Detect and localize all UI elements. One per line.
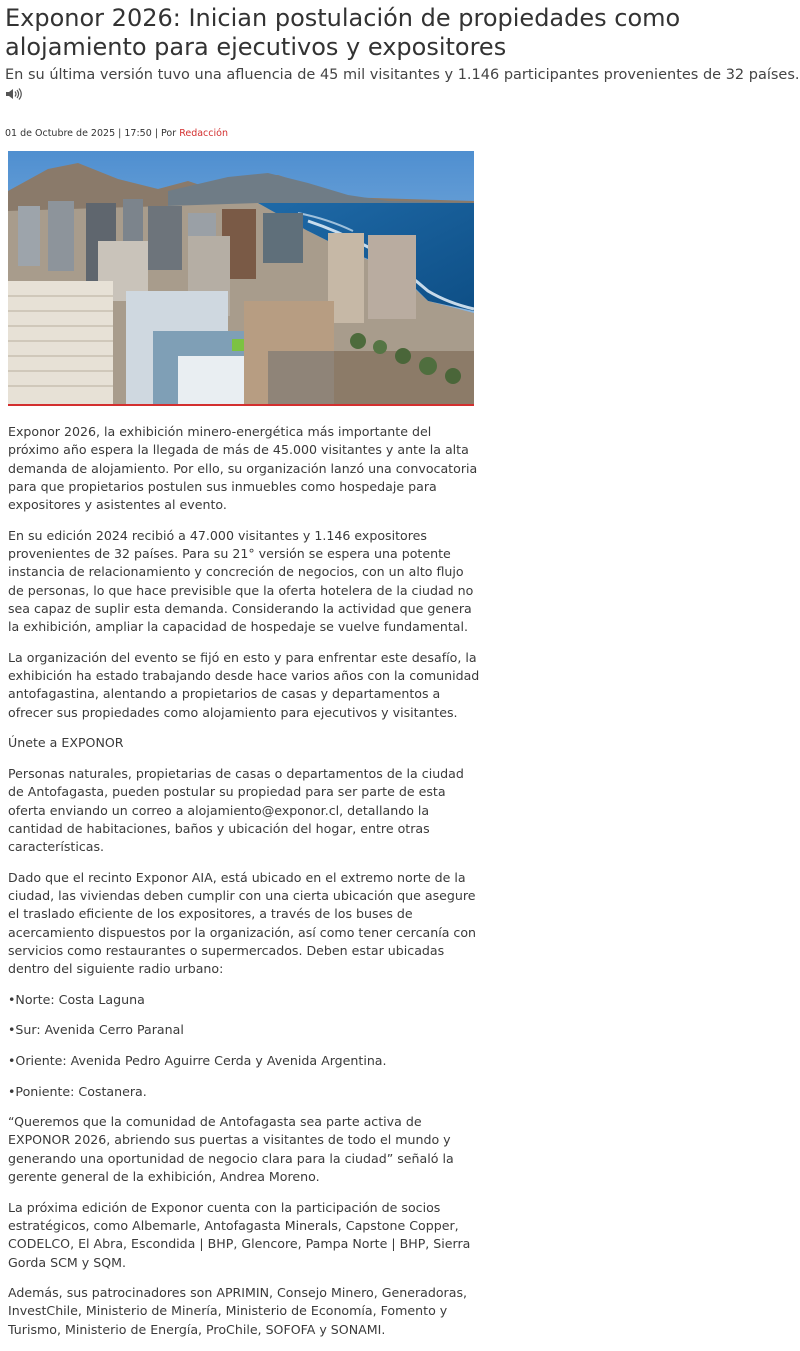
article-paragraph: La próxima edición de Exponor cuenta con la participación de socios estratégicos, como Albemarle, Antofagasta Minerals, Capstone Copper, CODELCO, El Abra, Escondida | BHP, Glencore, Pampa Norte | BHP, Sierra Gorda SCM y SQM. (8, 1199, 471, 1270)
quote-paragraph: “Queremos que la comunidad de Antofagasta sea parte activa de EXPONOR 2026, abriendo sus puertas a visitantes de todo el mundo y generando una oportunidad de negocio clara para la ciudad” señaló la gerente general de la exhibición, Andrea Moreno. (8, 1114, 454, 1185)
article-paragraph: Exponor 2026, la exhibición minero-energética más importante del próximo año espera la llegada de más de 45.000 visitantes y ante la alta demanda de alojamiento. Por ello, su organización lanzó una convocatoria para que propietarios postulen sus inmuebles como hospedaje para expositores y asistentes al evento. (8, 424, 478, 513)
article-byline: 01 de Octubre de 2025 | 17:50 | Por Redacción (5, 128, 228, 139)
article-paragraph: La organización del evento se fijó en esto y para enfrentar este desafío, la exhibición ha estado trabajando desde hace varios años con la comunidad antofagastina, alentando a propietarios de casas y departamentos a ofrecer sus propiedades como alojamiento para ejecutivos y visitantes. (8, 649, 480, 720)
hero-image (8, 151, 474, 406)
by-label: Por (161, 128, 177, 139)
article-paragraph: En su edición 2024 recibió a 47.000 visitantes y 1.146 expositores provenientes de 32 países. Para su 21° versión se espera una potente instancia de relacionamiento y concreción de negocios, con un alto flujo de personas, lo que hace previsible que la oferta hotelera de la ciudad no sea capaz de suplir esta demanda. Considerando la actividad que genera la exhibición, ampliar la capacidad de hospedaje se vuelve fundamental. (8, 527, 474, 635)
boundary-item-north: •Norte: Costa Laguna (8, 991, 145, 1007)
publish-time: 17:50 (124, 128, 152, 139)
author-link[interactable]: Redacción (179, 128, 228, 139)
boundary-item-west: •Poniente: Costanera. (8, 1083, 147, 1099)
city-coast-illustration (8, 151, 474, 404)
article-paragraph: Además, sus patrocinadores son APRIMIN, Consejo Minero, Generadoras, InvestChile, Ministerio de Minería, Ministerio de Economía, Fomento y Turismo, Ministerio de Energía, ProChile, SOFOFA y SONAMI. (8, 1285, 468, 1337)
section-subheading: Únete a EXPONOR (8, 735, 124, 751)
article-title: Exponor 2026: Inician postulación de propiedades como alojamiento para ejecutivos y expositores (5, 4, 681, 61)
speaker-icon[interactable] (5, 87, 23, 101)
boundary-item-south: •Sur: Avenida Cerro Paranal (8, 1022, 184, 1038)
article-paragraph: Dado que el recinto Exponor AIA, está ubicado en el extremo norte de la ciudad, las viviendas deben cumplir con una cierta ubicación que asegure el traslado eficiente de los expositores, a través de los buses de acercamiento dispuestos por la organización, así como tener cercanía con servicios como restaurantes o supermercados. Deben estar ubicadas dentro del siguiente radio urbano: (8, 869, 477, 977)
article-paragraph: Personas naturales, propietarias de casas o departamentos de la ciudad de Antofagasta, pueden postular su propiedad para ser parte de esta oferta enviando un correo a alojamiento@exponor.cl, detallando la cantidad de habitaciones, baños y ubicación del hogar, entre otras características. (8, 765, 464, 855)
article-body (8, 423, 483, 1351)
boundary-item-east: •Oriente: Avenida Pedro Aguirre Cerda y Avenida Argentina. (8, 1052, 387, 1068)
article-subtitle: En su última versión tuvo una afluencia de 45 mil visitantes y 1.146 participantes provenientes de 32 países. (5, 67, 800, 83)
publish-date: 01 de Octubre de 2025 (5, 128, 116, 139)
